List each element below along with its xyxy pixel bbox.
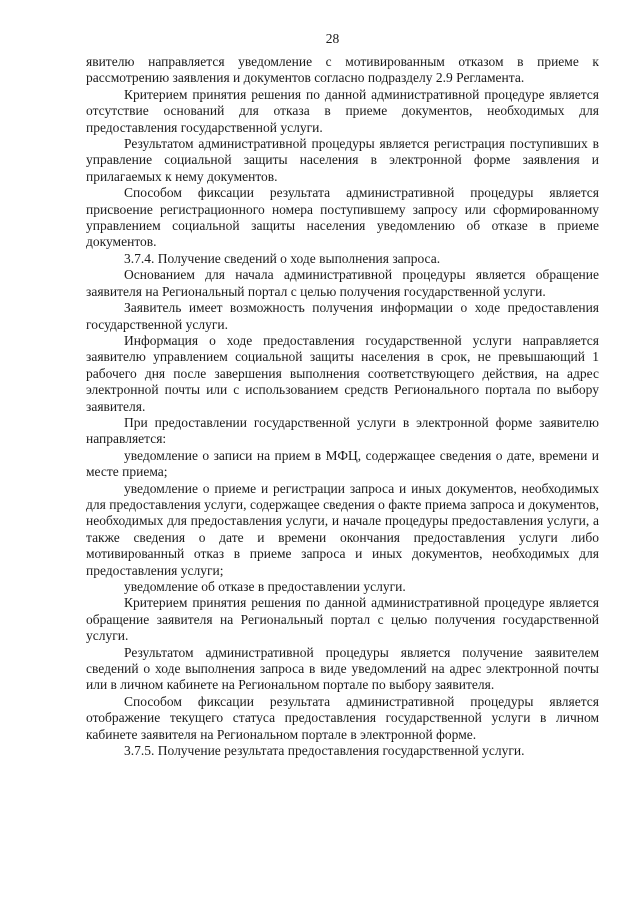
paragraph: Информация о ходе предоставления государственной услуги направляется заявителю управлением социальной защиты населения в срок, не превышающий 1 рабочего дня после завершения выполнения соответствующего действия, на адрес электронной почты или с использованием средств Регионального портала по выбору заявителя. [86,332,599,414]
paragraph-first: явителю направляется уведомление с мотивированным отказом в приеме к рассмотрению заявления и документов согласно подразделу 2.9 Регламента. [86,54,599,86]
paragraph: При предоставлении государственной услуги в электронной форме заявителю направляется: [86,414,599,447]
paragraph: Заявитель имеет возможность получения информации о ходе предоставления государственной услуги. [86,300,599,332]
body-text [86,54,599,759]
paragraph: Результатом административной процедуры является регистрация поступивших в управление социальной защиты населения в электронной форме заявления и прилагаемых к нему документов. [86,136,599,184]
paragraph: Основанием для начала административной процедуры является обращение заявителя на Региональный портал с целью получения государственной услуги. [86,267,599,299]
paragraph: Результатом административной процедуры является получение заявителем сведений о ходе выполнения запроса в виде уведомлений на адрес электронной почты или в личном кабинете на Региональном портале по выбору заявителя. [86,644,599,693]
list-item: уведомление об отказе в предоставлении услуги. [124,579,406,594]
page-number: 28 [325,31,340,46]
list-item: уведомление о приеме и регистрации запроса и иных документов, необходимых для предоставления услуги, содержащее сведения о факте приема запроса и документов, необходимых для предоставления услуги, и начале процедуры предоставления услуги, а также сведения о дате и времени окончания предоставления услуги либо мотивированный отказ в приеме запроса и иных документов, необходимых для предоставления услуги; [86,480,599,578]
paragraph: Способом фиксации результата административной процедуры является присвоение регистрационного номера поступившему запросу или сформированному управлением социальной защиты населения уведомлению об отказе в приеме документов. [86,185,599,250]
list-item: уведомление о записи на прием в МФЦ, содержащее сведения о дате, времени и месте приема; [86,447,599,480]
section-heading-3-7-4: 3.7.4. Получение сведений о ходе выполнения запроса. [124,250,441,266]
paragraph: Способом фиксации результата административной процедуры является отображение текущего статуса предоставления государственной услуги в личном кабинете заявителя на Региональном портале в электронной форме. [86,693,599,742]
paragraph: Критерием принятия решения по данной административной процедуре является отсутствие оснований для отказа в приеме документов, необходимых для предоставления государственной услуги. [86,86,599,135]
paragraph: Критерием принятия решения по данной административной процедуре является обращение заявителя на Региональный портал с целью получения государственной услуги. [86,595,599,644]
section-heading-3-7-5: 3.7.5. Получение результата предоставления государственной услуги. [124,743,525,759]
